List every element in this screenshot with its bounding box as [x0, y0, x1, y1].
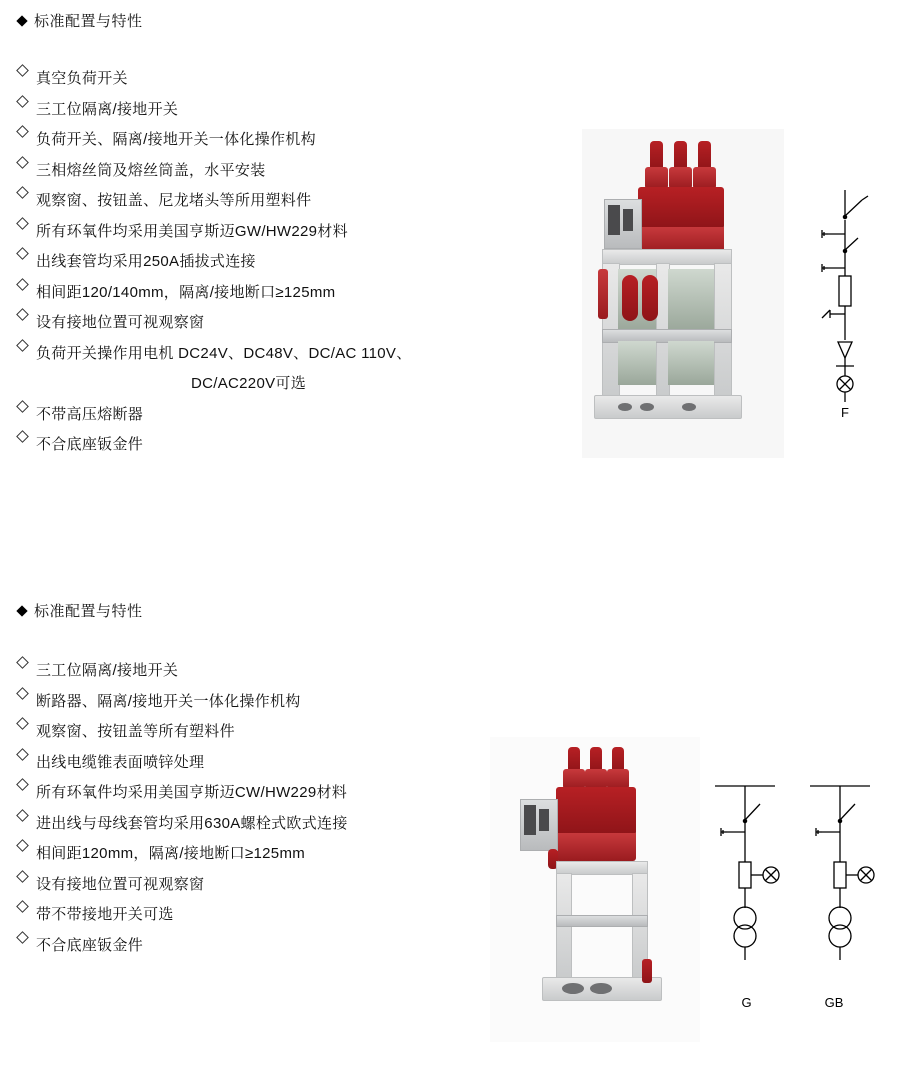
list-item: 带不带接地开关可选	[18, 900, 518, 931]
hollow-diamond-icon	[16, 125, 29, 138]
list-item: 观察窗、按钮盖、尼龙堵头等所用塑料件	[18, 186, 518, 217]
list-item: 断路器、隔离/接地开关一体化操作机构	[18, 687, 518, 718]
diagram-labels-g-gb	[705, 995, 880, 1010]
list-item: 不合底座钣金件	[18, 931, 518, 962]
list-item-continuation: DC/AC220V可选	[191, 375, 307, 392]
list-item: 相间距120/140mm，隔离/接地断口≥125mm	[18, 278, 518, 309]
hollow-diamond-icon	[16, 430, 29, 443]
list-item: 负荷开关操作用电机 DC24V、DC48V、DC/AC 110V、	[18, 339, 518, 370]
diagram-label-f: F	[841, 405, 849, 420]
filled-diamond-icon	[16, 605, 27, 616]
list-item: 设有接地位置可视观察窗	[18, 308, 518, 339]
hollow-diamond-icon	[16, 656, 29, 669]
list-item: 出线电缆锥表面喷锌处理	[18, 748, 518, 779]
hollow-diamond-icon	[16, 95, 29, 108]
list-item: 观察窗、按钮盖等所有塑料件	[18, 717, 518, 748]
section-one-title-text: 标准配置与特性	[34, 13, 143, 30]
hollow-diamond-icon	[16, 339, 29, 352]
hollow-diamond-icon	[16, 156, 29, 169]
product-photo-g	[490, 737, 700, 1042]
section-one-feature-list	[18, 64, 518, 461]
schematic-diagram-f	[800, 190, 890, 430]
list-item: 所有环氧件均采用美国亨斯迈GW/HW229材料	[18, 217, 518, 248]
schematic-diagram-g-gb	[705, 770, 880, 995]
diagram-label-gb: GB	[824, 995, 844, 1010]
hollow-diamond-icon	[16, 931, 29, 944]
section-one-title	[18, 10, 143, 31]
hollow-diamond-icon	[16, 717, 29, 730]
hollow-diamond-icon	[16, 308, 29, 321]
diagram-label-g: G	[741, 995, 752, 1010]
hollow-diamond-icon	[16, 870, 29, 883]
hollow-diamond-icon	[16, 217, 29, 230]
list-item: 所有环氧件均采用美国亨斯迈CW/HW229材料	[18, 778, 518, 809]
list-item: 负荷开关、隔离/接地开关一体化操作机构	[18, 125, 518, 156]
hollow-diamond-icon	[16, 247, 29, 260]
section-two-title	[18, 600, 143, 621]
section-two-title-text: 标准配置与特性	[34, 603, 143, 620]
list-item: 真空负荷开关	[18, 64, 518, 95]
list-item: 三相熔丝筒及熔丝筒盖，水平安装	[18, 156, 518, 187]
hollow-diamond-icon	[16, 748, 29, 761]
list-item: 不合底座钣金件	[18, 430, 518, 461]
hollow-diamond-icon	[16, 778, 29, 791]
filled-diamond-icon	[16, 15, 27, 26]
hollow-diamond-icon	[16, 64, 29, 77]
list-item: 出线套管均采用250A插拔式连接	[18, 247, 518, 278]
list-item: 不带高压熔断器	[18, 400, 518, 431]
hollow-diamond-icon	[16, 839, 29, 852]
list-item: 三工位隔离/接地开关	[18, 95, 518, 126]
hollow-diamond-icon	[16, 809, 29, 822]
section-two-feature-list	[18, 656, 518, 961]
hollow-diamond-icon	[16, 687, 29, 700]
list-item: 三工位隔离/接地开关	[18, 656, 518, 687]
list-item: 相间距120mm，隔离/接地断口≥125mm	[18, 839, 518, 870]
hollow-diamond-icon	[16, 278, 29, 291]
list-item: 设有接地位置可视观察窗	[18, 870, 518, 901]
hollow-diamond-icon	[16, 900, 29, 913]
hollow-diamond-icon	[16, 186, 29, 199]
hollow-diamond-icon	[16, 400, 29, 413]
product-photo-f	[582, 129, 784, 458]
list-item: 进出线与母线套管均采用630A螺栓式欧式连接	[18, 809, 518, 840]
